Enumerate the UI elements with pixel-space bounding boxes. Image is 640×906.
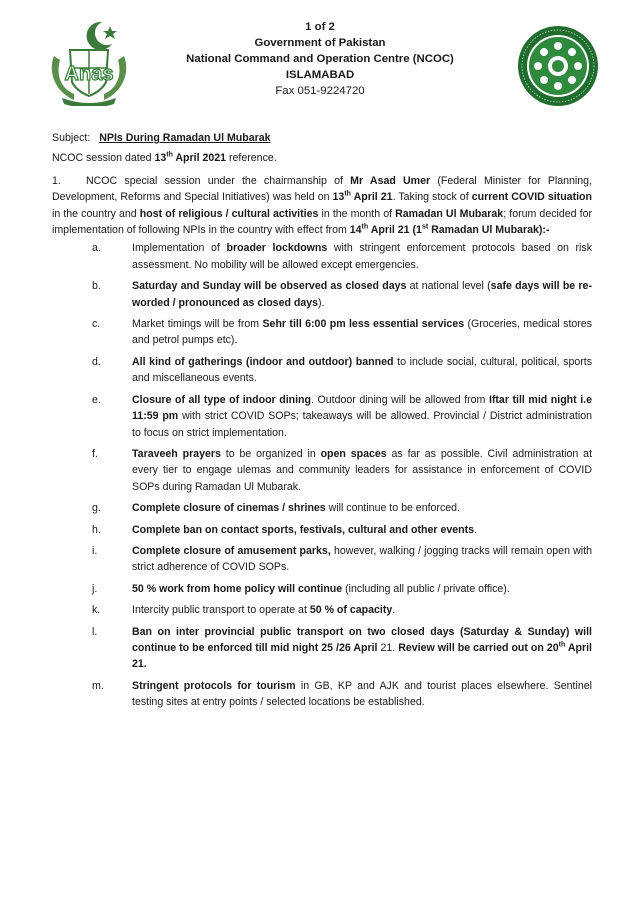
text-run: at national level ( xyxy=(406,280,491,293)
npi-item xyxy=(52,602,592,618)
npi-item-letter: e. xyxy=(92,393,101,406)
npi-item-text xyxy=(132,240,592,273)
text-run: Complete ban on contact sports, festivals, cultural and other events xyxy=(132,523,475,536)
paragraph-number: 1. xyxy=(52,174,61,187)
letterhead xyxy=(150,20,490,100)
text-run: Saturday and Sunday will be observed as closed days xyxy=(132,280,407,293)
npi-item xyxy=(52,500,592,516)
pakistan-emblem-icon xyxy=(44,16,134,106)
text-run: . xyxy=(392,604,396,617)
npi-item xyxy=(52,392,592,441)
text-run: Ramadan Ul Mubarak xyxy=(395,207,504,220)
text-run: (Federal Minister for Planning, Development, Reforms and Special Initiatives) was held on xyxy=(52,174,593,204)
text-run: reference. xyxy=(226,152,277,165)
text-run: Implementation of xyxy=(132,242,227,255)
text-run: th xyxy=(166,151,173,159)
header-government: Government of Pakistan xyxy=(254,36,386,49)
text-run: 14 xyxy=(349,224,362,237)
text-run: th xyxy=(344,190,351,198)
text-run: to include social, cultural, political, sports and miscellaneous events. xyxy=(132,355,592,385)
text-run: open spaces xyxy=(320,447,387,460)
text-run: st xyxy=(421,223,429,231)
header-city: ISLAMABAD xyxy=(285,68,355,81)
npi-item-letter: f. xyxy=(92,447,98,460)
npi-item-text xyxy=(132,522,592,538)
text-run: 13 xyxy=(332,191,345,204)
npi-item xyxy=(52,581,592,597)
npi-item-text xyxy=(132,446,592,495)
text-run: th xyxy=(558,641,566,649)
npi-item xyxy=(52,624,592,673)
npi-item xyxy=(52,678,592,711)
text-run: (including all public / private office). xyxy=(342,582,510,595)
npi-item-letter: i. xyxy=(92,544,98,557)
text-run: will continue to be enforced. xyxy=(325,502,460,515)
npi-item-letter: d. xyxy=(92,355,101,368)
text-run: as far as possible. Civil administration at every tier to engage ulemas and community leaders for assistance in enforcement of COVID SOPs during Ramadan Ul Mubarak. xyxy=(132,447,593,493)
text-run: current COVID situation xyxy=(471,191,592,204)
text-run: Market timings will be from xyxy=(132,318,263,331)
npi-item-text xyxy=(132,316,592,349)
npi-item-text xyxy=(132,543,592,576)
text-run: Closure of all type of indoor dining xyxy=(132,393,311,406)
npi-list xyxy=(52,240,592,710)
text-run: safe days will be re-worded / pronounced as closed days xyxy=(132,280,592,309)
text-run: in GB, KP and AJK and tourist places elsewhere. Sentinel testing sites at entry points / selected locations be established. xyxy=(132,679,592,709)
npi-item-letter: a. xyxy=(92,242,101,255)
subject-value: NPIs During Ramadan Ul Mubarak xyxy=(99,132,271,144)
text-run: Taraveeh prayers xyxy=(132,447,221,460)
text-run: however, walking / jogging tracks will remain open with strict adherence of COVID SOPs. xyxy=(132,544,592,574)
npi-item-text xyxy=(132,354,592,387)
npi-item-letter: k. xyxy=(92,604,101,617)
npi-item-letter: c. xyxy=(92,318,101,331)
text-run: . Outdoor dining will be allowed from xyxy=(311,393,489,406)
letter-body xyxy=(52,130,592,716)
text-run: ). xyxy=(318,296,325,309)
text-run: 13 xyxy=(154,152,167,165)
text-run: Stringent protocols for tourism xyxy=(132,679,296,692)
text-run: 21. xyxy=(377,641,399,654)
text-run: April 21 xyxy=(350,191,393,204)
npi-item-text xyxy=(132,500,592,516)
npi-item-text xyxy=(132,602,592,618)
text-run: April 2021 xyxy=(172,152,227,165)
reference-text xyxy=(52,152,277,164)
npi-item-letter: m. xyxy=(92,679,104,692)
text-run: Iftar till mid night i.e 11:59 pm xyxy=(132,393,592,423)
npi-item xyxy=(52,316,592,349)
paragraph-text xyxy=(52,175,592,236)
text-run: Sehr till 6:00 pm less essential services xyxy=(262,318,465,331)
npi-item-text xyxy=(132,581,592,597)
text-run: . Taking stock of xyxy=(392,191,472,204)
npi-item-text xyxy=(132,678,592,711)
npi-item-text xyxy=(132,278,592,311)
page-number: 1 of 2 xyxy=(305,21,335,33)
text-run: Complete closure of amusement parks, xyxy=(132,544,331,557)
text-run: to be organized in xyxy=(220,447,321,460)
npi-item xyxy=(52,543,592,576)
text-run: Mr Asad Umer xyxy=(350,174,431,187)
npi-item-text xyxy=(132,392,592,441)
reference-line xyxy=(52,150,592,166)
header-fax: Fax 051-9224720 xyxy=(275,84,365,97)
subject-label: Subject: xyxy=(52,132,91,144)
text-run: broader lockdowns xyxy=(226,242,328,255)
text-run: Ban on inter provincial public transport on two closed days (Saturday & Sunday) will continue to be enforced till mid night 25 /26 April xyxy=(132,625,592,654)
paragraph-1 xyxy=(52,173,592,239)
npi-item-text xyxy=(132,624,592,673)
npi-item xyxy=(52,278,592,311)
text-run: April 21. xyxy=(132,641,592,671)
npi-item-letter: h. xyxy=(92,523,101,536)
text-run: Review will be carried out on 20 xyxy=(398,641,559,654)
header-ncoc: National Command and Operation Centre (NCOC) xyxy=(186,52,454,65)
text-run: April 21 (1 xyxy=(368,224,422,237)
watermark-text: Anas xyxy=(64,63,114,85)
npi-item-letter: l. xyxy=(92,625,98,638)
text-run: th xyxy=(361,223,369,231)
npi-item xyxy=(52,522,592,538)
npi-item xyxy=(52,354,592,387)
text-run: 50 % work from home policy will continue xyxy=(132,582,343,595)
subject-line xyxy=(52,130,592,146)
text-run: with stringent enforcement protocols based on risk assessment. No mobility will be allowed except emergencies. xyxy=(132,242,592,271)
text-run: in the month of xyxy=(318,207,396,220)
text-run: Intercity public transport to operate at xyxy=(132,604,310,617)
text-run: in the country and xyxy=(52,207,140,220)
text-run: Complete closure of cinemas / shrines xyxy=(132,502,326,515)
text-run: with strict COVID SOPs; takeaways will be allowed. Provincial / District administration to focus on strict implementation. xyxy=(132,410,592,439)
text-run: Ramadan Ul Mubarak):- xyxy=(428,224,550,237)
text-run: NCOC session dated xyxy=(52,152,155,165)
text-run: host of religious / cultural activities xyxy=(139,207,319,220)
npi-item-letter: j. xyxy=(92,582,98,595)
ncoc-seal-icon xyxy=(516,24,600,108)
npi-item xyxy=(52,240,592,273)
npi-item xyxy=(52,446,592,495)
text-run: . xyxy=(474,523,477,536)
text-run: (Groceries, medical stores and petrol pumps etc). xyxy=(132,318,592,347)
text-run: NCOC special session under the chairmanship of xyxy=(86,174,351,187)
text-run: ; forum decided for implementation of following NPIs in the country with effect from xyxy=(52,207,593,237)
npi-item-letter: b. xyxy=(92,280,101,293)
text-run: All kind of gatherings (indoor and outdoor) banned xyxy=(132,355,394,368)
text-run: 50 % of capacity xyxy=(309,604,393,617)
npi-item-letter: g. xyxy=(92,502,101,515)
